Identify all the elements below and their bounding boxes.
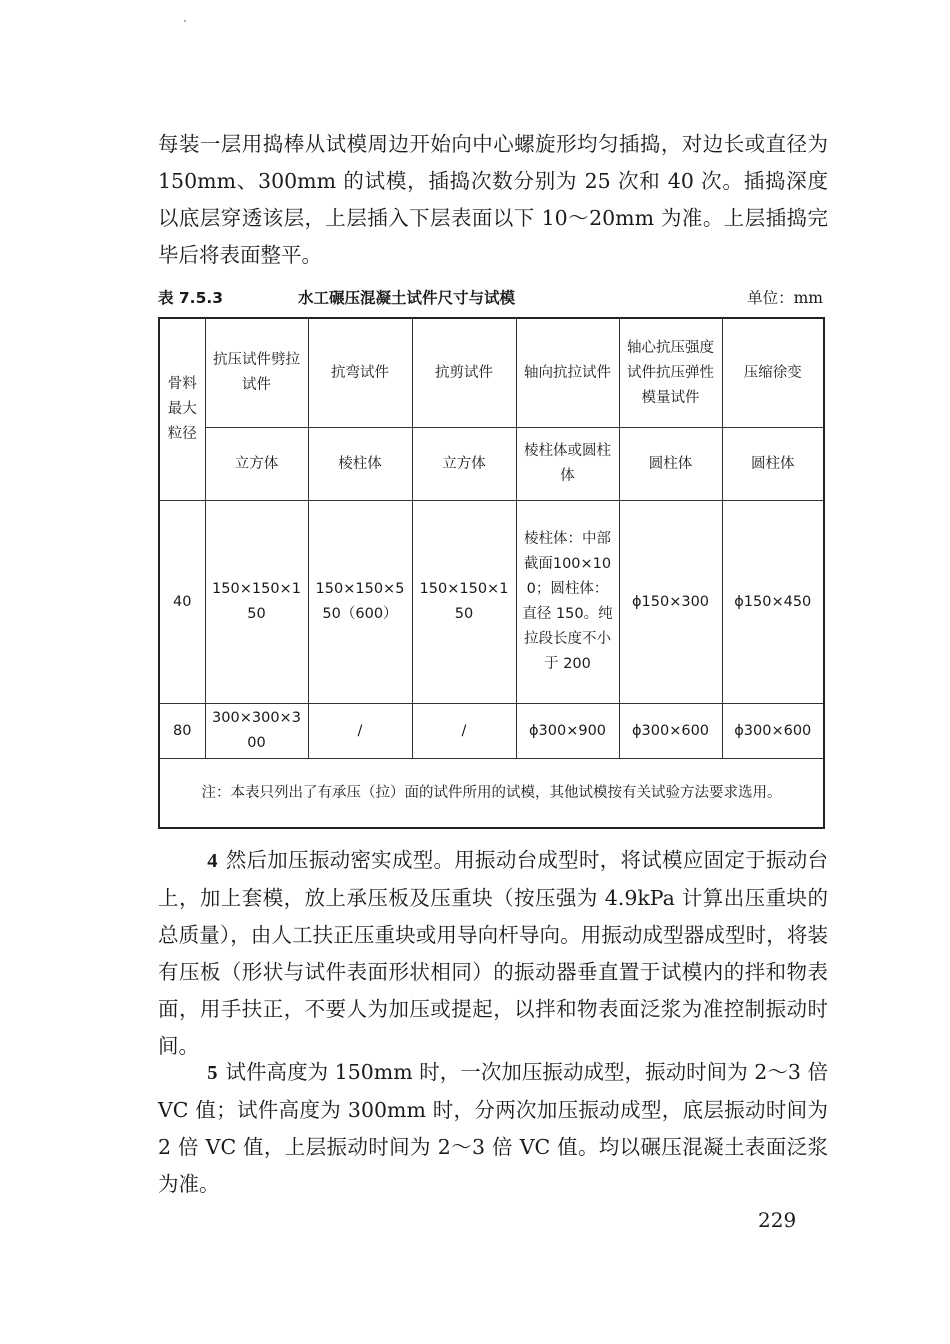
header-col: 轴向抗拉试件 <box>516 318 619 428</box>
table-cell: 150×150×150 <box>412 501 516 704</box>
table-row <box>159 704 824 759</box>
aggregate-size-cell: 80 <box>159 704 205 759</box>
item-4-text: 然后加压振动密实成型。用振动台成型时，将试模应固定于振动台上，加上套模，放上承压板及压重块（按压强为 4.9kPa 计算出压重块的总质量），由人工扶正压重块或用导向杆导向。用振动成型器成型时，将装有压板（形状与试件表面形状相同）的振动器垂直置于试模内的拌和物表面，用手扶正，不要人为加压或提起，以拌和物表面泛浆为准控制振动时间。 <box>158 848 828 1058</box>
header-col: 轴心抗压强度试件抗压弹性模量试件 <box>619 318 722 428</box>
table-cell: 300×300×300 <box>205 704 308 759</box>
header-col: 抗压试件劈拉试件 <box>205 318 308 428</box>
table-row <box>159 501 824 704</box>
shape-cell: 立方体 <box>205 428 308 501</box>
table-cell: 150×150×550（600） <box>308 501 412 704</box>
shape-cell: 圆柱体 <box>619 428 722 501</box>
item-4-number: 4 <box>207 850 218 872</box>
table-cell: ϕ300×900 <box>516 704 619 759</box>
table-title: 水工碾压混凝土试件尺寸与试模 <box>298 289 516 307</box>
table-cell: / <box>412 704 516 759</box>
specimen-table <box>158 317 825 829</box>
table-cell: ϕ300×600 <box>619 704 722 759</box>
item-5-number: 5 <box>207 1062 218 1084</box>
page-number: 229 <box>758 1208 797 1232</box>
table-unit: 单位：mm <box>747 289 823 307</box>
header-col: 抗剪试件 <box>412 318 516 428</box>
table-note-text: 注：本表只列出了有承压（拉）面的试件所用的试模，其他试模按有关试验方法要求选用。 <box>201 784 782 801</box>
header-col: 压缩徐变 <box>722 318 824 428</box>
aggregate-size-cell: 40 <box>159 501 205 704</box>
table-number: 表 7.5.3 <box>158 289 224 307</box>
table-cell: 150×150×150 <box>205 501 308 704</box>
table-header-row <box>159 318 824 428</box>
header-col: 抗弯试件 <box>308 318 412 428</box>
paragraph-top: 每装一层用捣棒从试模周边开始向中心螺旋形均匀插捣，对边长或直径为 150mm、300mm 的试模，插捣次数分别为 25 次和 40 次。插捣深度以底层穿透该层，上层插入下层表面以下 10～20mm 为准。上层插捣完毕后将表面整平。 <box>158 132 828 267</box>
table-cell: ϕ150×300 <box>619 501 722 704</box>
shape-cell: 圆柱体 <box>722 428 824 501</box>
header-aggregate-size: 骨料最大粒径 <box>159 318 205 501</box>
table-note <box>159 759 824 829</box>
table-cell: / <box>308 704 412 759</box>
shape-cell: 立方体 <box>412 428 516 501</box>
shape-cell: 棱柱体或圆柱体 <box>516 428 619 501</box>
table-cell: ϕ300×600 <box>722 704 824 759</box>
scan-speck <box>184 20 186 22</box>
item-5 <box>158 1054 828 1203</box>
item-4 <box>158 842 828 1065</box>
table-note-row <box>159 759 824 829</box>
shape-cell: 棱柱体 <box>308 428 412 501</box>
table-shape-row <box>159 428 824 501</box>
table-cell: ϕ150×450 <box>722 501 824 704</box>
table-cell: 棱柱体：中部截面100×100；圆柱体：直径 150。纯拉段长度不小于 200 <box>516 501 619 704</box>
table-caption <box>158 286 823 308</box>
item-5-text: 试件高度为 150mm 时，一次加压振动成型，振动时间为 2～3 倍 VC 值；试件高度为 300mm 时，分两次加压振动成型，底层振动时间为 2 倍 VC 值，上层振动时间为 2～3 倍 VC 值。均以碾压混凝土表面泛浆为准。 <box>158 1060 828 1196</box>
